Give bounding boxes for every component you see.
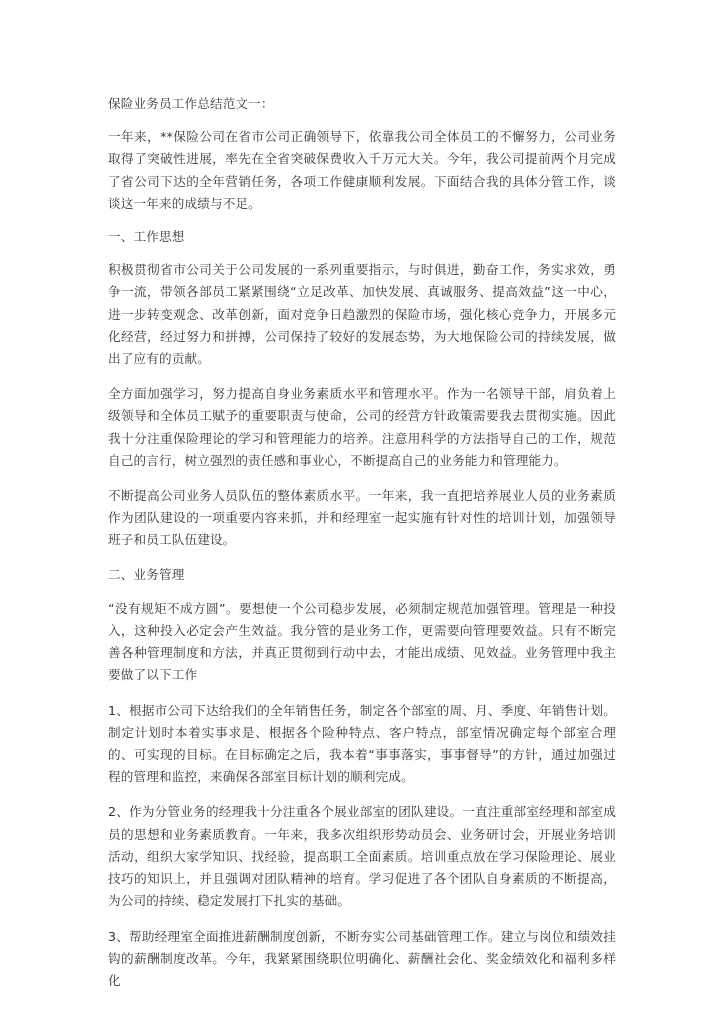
section-1-paragraph-2: 全方面加强学习，努力提高自身业务素质水平和管理水平。作为一名领导干部，肩负着上级领导和全体员工赋予的重要职责与使命，公司的经营方针政策需要我去贯彻实施。因此我十分注重保险理论的学习和管理能力的培养。注意用科学的方法指导自己的工作，规范自己的言行，树立强烈的责任感和事业心，不断提高自己的业务能力和管理能力。	[108, 386, 616, 468]
document-page	[108, 93, 616, 992]
section-2-paragraph-1: “没有规矩不成方圆”。要想使一个公司稳步发展，必须制定规范加强管理。管理是一种投入，这种投入必定会产生效益。我分管的是业务工作，更需要向管理要效益。只有不断完善各种管理制度和方法，并真正贯彻到行动中去，才能出成绩、见效益。业务管理中我主要做了以下工作	[108, 600, 616, 683]
section-2-item-3: 3、帮助经理室全面推进薪酬制度创新，不断夯实公司基础管理工作。建立与岗位和绩效挂钩的薪酬制度改革。今年，我紧紧围绕职位明确化、薪酬社会化、奖金绩效化和福利多样化	[108, 928, 616, 988]
intro-paragraph: 一年来，**保险公司在省市公司正确领导下，依靠我公司全体员工的不懈努力，公司业务取得了突破性进展，率先在全省突破保费收入千万元大关。今年，我公司提前两个月完成了省公司下达的全年营销任务，各项工作健康顺利发展。下面结合我的具体分管工作，谈谈这一年来的成绩与不足。	[108, 129, 616, 211]
section-2-item-2: 2、作为分管业务的经理我十分注重各个展业部室的团队建设。一直注重部室经理和部室成员的思想和业务素质教育。一年来，我多次组织形势动员会、业务研讨会，开展业务培训活动，组织大家学知识、找经验，提高职工全面素质。培训重点放在学习保险理论、展业技巧的知识上，并且强调对团队精神的培育。学习促进了各个团队自身素质的不断提高，为公司的持续、稳定发展打下扎实的基础。	[108, 804, 616, 909]
section-1-paragraph-1: 积极贯彻省市公司关于公司发展的一系列重要指示，与时俱进，勤奋工作，务实求效，勇争一流，带领各部员工紧紧围绕“立足改革、加快发展、真诚服务、提高效益”这一中心，进一步转变观念、改革创新，面对竞争日趋激烈的保险市场，强化核心竞争力，开展多元化经营，经过努力和拼搏，公司保持了较好的发展态势，为大地保险公司的持续发展，做出了应有的贡献。	[108, 262, 616, 367]
section-1-paragraph-3: 不断提高公司业务人员队伍的整体素质水平。一年来，我一直把培养展业人员的业务素质作为团队建设的一项重要内容来抓，并和经理室一起实施有针对性的培训计划，加强领导班子和员工队伍建设。	[108, 488, 616, 548]
section-1-heading: 一、工作思想	[108, 229, 185, 245]
document-title: 保险业务员工作总结范文一：	[108, 96, 274, 111]
section-2-heading: 二、业务管理	[108, 566, 185, 582]
section-2-item-1: 1、根据市公司下达给我们的全年销售任务，制定各个部室的周、月、季度、年销售计划。制定计划时本着实事求是、根据各个险种特点、客户特点，部室情况确定每个部室合理的、可实现的目标。在目标确定之后，我本着“事事落实，事事督导”的方针，通过加强过程的管理和监控，来确保各部室目标计划的顺利完成。	[108, 702, 616, 785]
